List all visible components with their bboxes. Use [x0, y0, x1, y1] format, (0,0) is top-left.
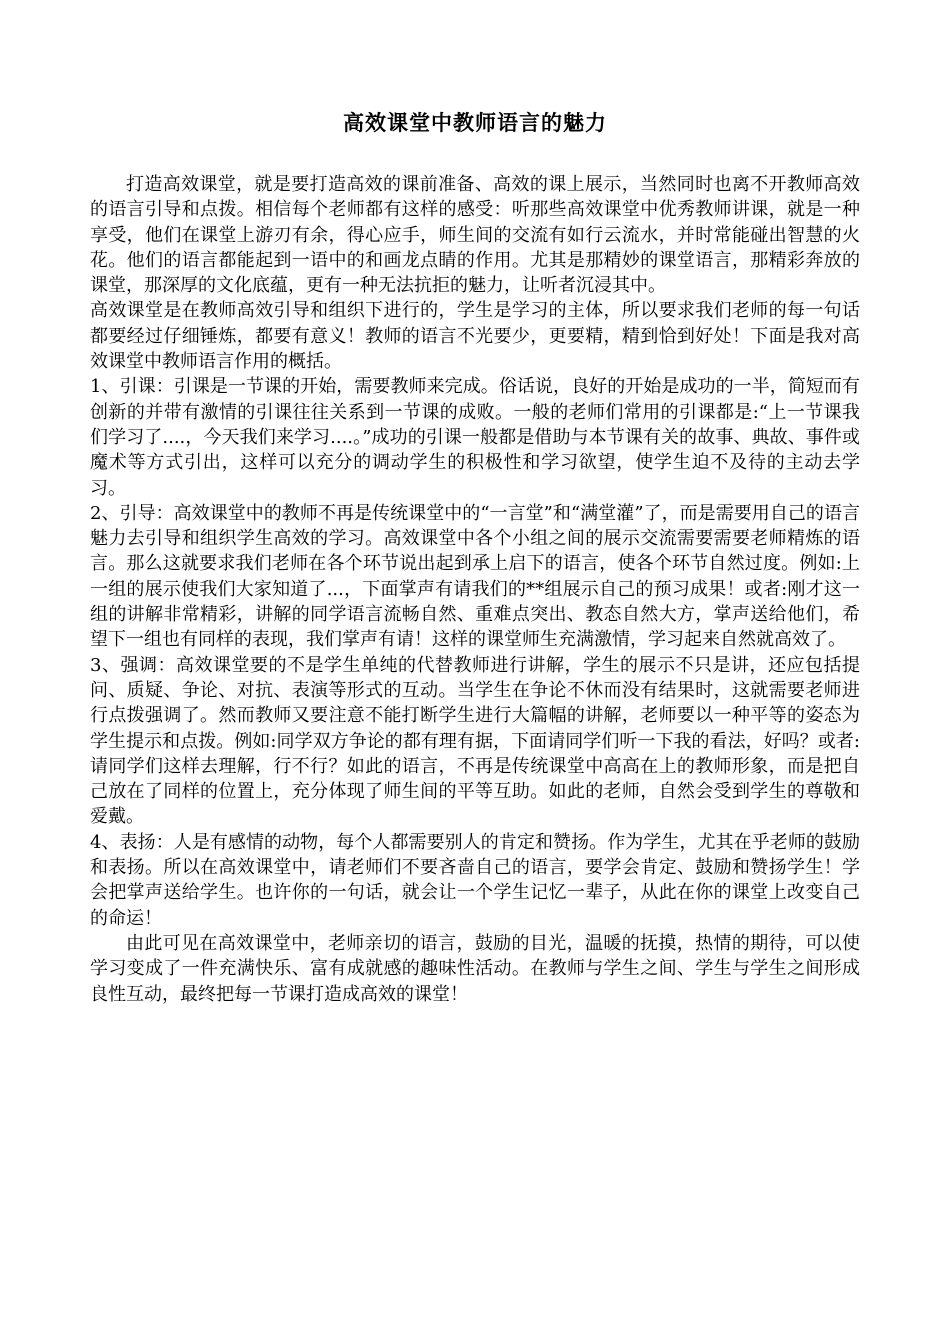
- paragraph-section-2: 2、引导：高效课堂中的教师不再是传统课堂中的“一言堂”和“满堂灌”了，而是需要用自己的语言魅力去引导和组织学生高效的学习。高效课堂中各个小组之间的展示交流需要需要老师精炼的语言。那么这就要求我们老师在各个环节说出起到承上启下的语言，使各个环节自然过度。例如:上一组的展示使我们大家知道了...，下面掌声有请我们的**组展示自己的预习成果！或者:刚才这一组的讲解非常精彩，讲解的同学语言流畅自然、重难点突出、教态自然大方，掌声送给他们，希望下一组也有同样的表现，我们掌声有请！这样的课堂师生充满激情，学习起来自然就高效了。: [90, 502, 860, 651]
- paragraph-section-4: 4、表扬：人是有感情的动物，每个人都需要别人的肯定和赞扬。作为学生，尤其在乎老师的鼓励和表扬。所以在高效课堂中，请老师们不要吝啬自己的语言，要学会肯定、鼓励和赞扬学生！学会把掌声送给学生。也许你的一句话，就会让一个学生记忆一辈子，从此在你的课堂上改变自己的命运！: [90, 831, 860, 929]
- document-title: 高效课堂中教师语言的魅力: [343, 110, 607, 135]
- paragraph-conclusion: 由此可见在高效课堂中，老师亲切的语言，鼓励的目光，温暖的抚摸，热情的期待，可以使学习变成了一件充满快乐、富有成就感的趣味性活动。在教师与学生之间、学生与学生之间形成良性互动，最终把每一节课打造成高效的课堂！: [90, 932, 860, 1005]
- paragraph-section-1: 1、引课：引课是一节课的开始，需要教师来完成。俗话说，良好的开始是成功的一半，简短而有创新的并带有激情的引课往往关系到一节课的成败。一般的老师们常用的引课都是:“上一节课我们学习了....，今天我们来学习....。”成功的引课一般都是借助与本节课有关的故事、典故、事件或魔术等方式引出，这样可以充分的调动学生的积极性和学习欲望，使学生迫不及待的主动去学习。: [90, 376, 860, 499]
- document-page: [90, 108, 860, 1007]
- paragraph-section-3: 3、强调：高效课堂要的不是学生单纯的代替教师进行讲解，学生的展示不只是讲，还应包括提问、质疑、争论、对抗、表演等形式的互动。当学生在争论不休而没有结果时，这就需要老师进行点拨强调了。然而教师又要注意不能打断学生进行大篇幅的讲解，老师要以一种平等的姿态为学生提示和点拨。例如:同学双方争论的都有理有据，下面请同学们听一下我的看法，好吗？或者:请同学们这样去理解，行不行？如此的语言，不再是传统课堂中高高在上的教师形象，而是把自己放在了同样的位置上，充分体现了师生间的平等互助。如此的老师，自然会受到学生的尊敬和爱戴。: [90, 654, 860, 828]
- paragraph-intro: 打造高效课堂，就是要打造高效的课前准备、高效的课上展示，当然同时也离不开教师高效的语言引导和点拨。相信每个老师都有这样的感受：听那些高效课堂中优秀教师讲课，就是一种享受，他们在课堂上游刃有余，得心应手，师生间的交流有如行云流水，并时常能碰出智慧的火花。他们的语言都能起到一语中的和画龙点睛的作用。尤其是那精妙的课堂语言，那精彩奔放的课堂，那深厚的文化底蕴，更有一种无法抗拒的魅力，让听者沉浸其中。: [90, 174, 860, 297]
- paragraph-overview: 高效课堂是在教师高效引导和组织下进行的，学生是学习的主体，所以要求我们老师的每一句话都要经过仔细锤炼，都要有意义！教师的语言不光要少，更要精，精到恰到好处！下面是我对高效课堂中教师语言作用的概括。: [90, 300, 860, 373]
